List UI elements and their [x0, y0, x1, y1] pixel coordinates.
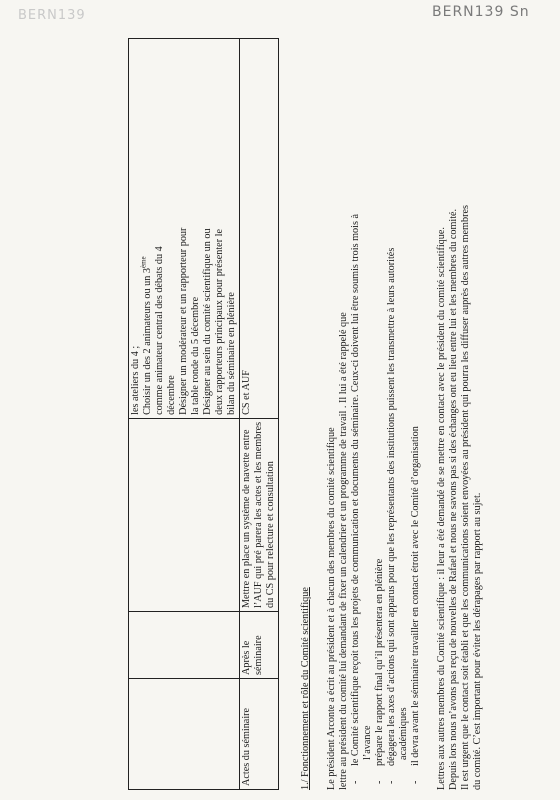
faint-margin-note: BERN139 [18, 8, 86, 23]
bullet-item: -prépare le rapport final qu’il présentera en plénière [374, 558, 385, 784]
cell-line: décembre [166, 375, 177, 415]
archive-reference-note: BERN139 Sn [432, 4, 530, 20]
committee-section [300, 38, 484, 790]
bullet-continuation: l’avance [362, 725, 373, 760]
cell-line: Désigner au sein du comité scientifique un ou [202, 228, 213, 415]
paragraph-line: Le président Arconte a écrit au président et à chacun des membres du comité scientifique [326, 427, 337, 790]
paragraph-line: Lettres aux autres membres du Comité scientifique : il leur a été demandé de se mettre en contact avec le président du comité scientifique. [436, 227, 447, 790]
cell-line: l’AUF qui pré parera les actes et les membres [253, 421, 264, 608]
table-row [129, 39, 240, 790]
cell-line: Choisir un des 2 animateurs ou un 3ème [139, 256, 153, 415]
paragraph-line: Il est urgent que le contact soit établi et que les communications soient envoyées au président qui pourra les diffuser auprès des autres membres [460, 205, 471, 790]
cell-line: Mettre en place un système de navette entre [241, 429, 252, 608]
paragraph-line: Depuis lors nous n’avons pas reçu de nouvelles de Rafael et nous ne savons pas si des échanges ont eu lieu entre lui et les membres du comité. [448, 208, 459, 790]
cell-line: les ateliers du 4 ; [130, 345, 141, 415]
bullet-item: -le Comité scientifique reçoit tous les projets de communication et documents du séminaire. Ceux-ci doivent lui être soumis trois mois à [350, 214, 361, 784]
cell-line: la table ronde du 5 décembre [190, 296, 201, 415]
cell-line: deux rapporteurs principaux pour présenter le [214, 229, 225, 415]
cell-line: séminaire [253, 635, 264, 675]
cell-line: Après le [241, 640, 252, 675]
table-row [240, 39, 279, 790]
bullet-continuation: académiques [398, 707, 409, 760]
bullet-item: -dégagera les axes d’actions qui sont apparus pour que les représentants des institutions puissent les transmettre à leurs autorités [386, 247, 397, 784]
table-cell [129, 418, 240, 611]
cell-line: comme animateur central des débats du 4 [154, 246, 165, 415]
table-cell-activity: Actes du séminaire [240, 679, 279, 790]
bullet-item: -il devra avant le séminaire travailler en contact étroit avec le Comité d’organisation [410, 426, 421, 784]
paragraph-line: lettre au président du comité lui demandant de fixer un calendrier et un programme de travail . Il lui a été rappelé que [338, 312, 349, 790]
paragraph-line: du comité. C’est important pour éviter les dérapages par rapport au sujet. [472, 492, 483, 790]
section-title: 1./ Fonctionnement et rôle du Comité scientifique [300, 587, 311, 790]
cell-line: du CS pour relecture et consultation [265, 461, 276, 608]
table-cell-tasks [129, 39, 240, 419]
table-cell [129, 679, 240, 790]
table-cell-responsible: CS et AUF [240, 39, 279, 419]
table-cell-action [240, 418, 279, 611]
cell-line: Désigner un modérateur et un rapporteur pour [178, 227, 189, 415]
planning-table [128, 38, 279, 790]
table-cell-timing [240, 612, 279, 679]
rotated-page-content [40, 30, 510, 790]
cell-line: bilan du séminaire en plénière [226, 292, 237, 415]
table-cell [129, 612, 240, 679]
